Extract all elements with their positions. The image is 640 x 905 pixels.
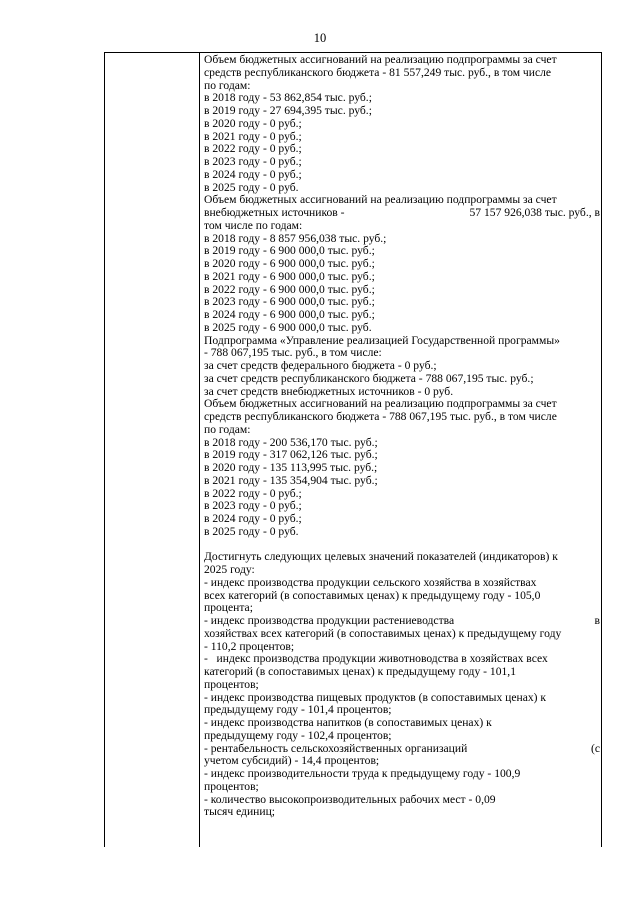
text-line: тысяч единиц; [204,805,275,819]
text-line: в 2021 году - 6 900 000,0 тыс. руб.; [204,269,375,283]
text-line: хозяйствах всех категорий (в сопоставимых ценах) к предыдущему году [204,626,562,640]
text-segment: внебюджетных источников - [204,206,345,219]
document-table [104,52,602,847]
text-line: предыдущему году - 102,4 процентов; [204,728,392,742]
text-line: процентов; [204,677,259,691]
text-line: 2025 году: [204,563,255,576]
text-line: в 2024 году - 6 900 000,0 тыс. руб.; [204,308,375,321]
text-line: Объем бюджетных ассигнований на реализацию подпрограммы за счет [204,193,557,207]
text-line: за счет средств федерального бюджета - 0 руб.; [204,359,437,372]
text-line: в 2025 году - 6 900 000,0 тыс. руб. [204,320,372,334]
text-line: учетом субсидий) - 14,4 процентов; [204,754,380,768]
text-line: в 2018 году - 53 862,854 тыс. руб.; [204,91,372,105]
text-line: процентов; [204,779,259,793]
text-line: за счет средств республиканского бюджета - 788 067,195 тыс. руб.; [204,371,534,385]
text-line: - индекс производства продукции животноводства в хозяйствах всех [204,652,548,666]
text-line: в 2018 году - 200 536,170 тыс. руб.; [204,435,378,449]
text-line: в 2020 году - 0 руб.; [204,116,302,130]
text-line-justified [204,207,600,220]
text-line: в 2023 году - 0 руб.; [204,499,302,513]
text-line: по годам: [204,78,251,92]
text-line: - индекс производства напитков (в сопоставимых ценах) к [204,716,492,729]
text-line: в 2025 году - 0 руб. [204,180,299,194]
text-line-justified [204,615,600,628]
text-line: том числе по годам: [204,218,303,232]
text-segment: в [594,614,600,627]
text-line: в 2025 году - 0 руб. [204,524,299,538]
text-segment: - рентабельность сельскохозяйственных организаций [204,741,468,755]
text-line: - индекс производительности труда к предыдущему году - 100,9 [204,767,521,780]
text-line: в 2024 году - 0 руб.; [204,167,302,181]
text-line: предыдущему году - 101,4 процентов; [204,703,392,717]
text-line: - индекс производства пищевых продуктов (в сопоставимых ценах) к [204,690,547,704]
text-line: в 2024 году - 0 руб.; [204,512,302,525]
text-line: в 2018 году - 8 857 956,038 тыс. руб.; [204,231,387,245]
page-number: 10 [313,31,327,45]
text-segment: (с [590,741,600,755]
text-line: в 2022 году - 6 900 000,0 тыс. руб.; [204,282,375,296]
text-line: в 2022 году - 0 руб.; [204,142,302,156]
text-line: за счет средств внебюджетных источников - 0 руб. [204,384,454,398]
text-line: - количество высокопроизводительных рабочих мест - 0,09 [204,792,496,806]
text-line: в 2022 году - 0 руб.; [204,486,302,500]
text-segment: - индекс производства продукции растениеводства [204,614,455,627]
text-line: средств республиканского бюджета - 81 557,249 тыс. руб., в том числе [204,65,552,79]
table-content-cell [201,53,601,847]
text-line: в 2023 году - 0 руб.; [204,155,302,168]
text-line: Объем бюджетных ассигнований на реализацию подпрограммы за счет [204,397,557,411]
text-line: в 2023 году - 6 900 000,0 тыс. руб.; [204,295,375,309]
text-line: всех категорий (в сопоставимых ценах) к предыдущему году - 105,0 [204,588,541,602]
text-line: Подпрограмма «Управление реализацией Государственной программы» [204,333,560,347]
text-line: - 788 067,195 тыс. руб., в том числе: [204,346,382,360]
text-line: - индекс производства продукции сельского хозяйства в хозяйствах [204,575,537,589]
text-line: в 2021 году - 135 354,904 тыс. руб.; [204,473,378,487]
text-line: - 110,2 процентов; [204,639,295,653]
text-line: в 2019 году - 6 900 000,0 тыс. руб.; [204,244,375,258]
text-line: в 2020 году - 6 900 000,0 тыс. руб.; [204,257,375,270]
text-line: в 2019 году - 27 694,395 тыс. руб.; [204,104,372,117]
text-line: в 2021 году - 0 руб.; [204,129,302,143]
text-line: процента; [204,601,253,615]
table-left-column [105,53,200,847]
text-line: в 2019 году - 317 062,126 тыс. руб.; [204,448,378,462]
text-segment: 57 157 926,038 тыс. руб., в [469,206,600,219]
text-line: в 2020 году - 135 113,995 тыс. руб.; [204,461,378,474]
text-line: Достигнуть следующих целевых значений показателей (индикаторов) к [204,550,558,564]
text-line: по годам: [204,422,251,436]
text-line: категорий (в сопоставимых ценах) к предыдущему году - 101,1 [204,665,516,678]
text-line: средств республиканского бюджета - 788 067,195 тыс. руб., в том числе [204,410,557,423]
text-line: Объем бюджетных ассигнований на реализацию подпрограммы за счет [204,53,557,66]
